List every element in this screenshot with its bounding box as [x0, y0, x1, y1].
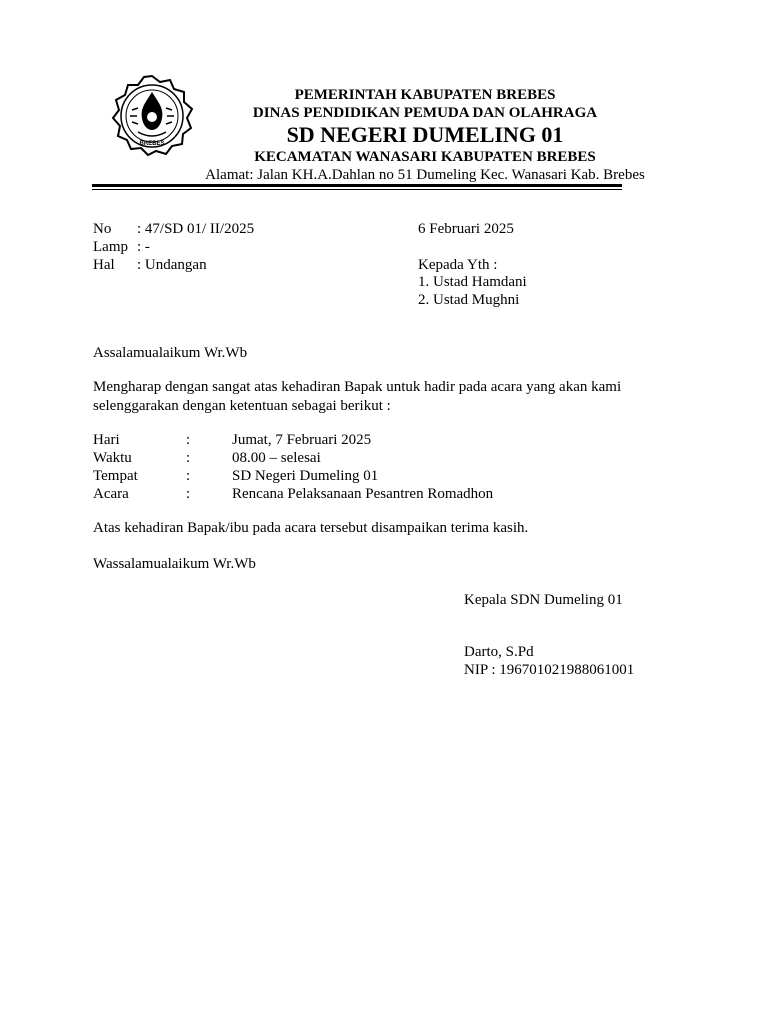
letterhead-divider-thin: [92, 189, 622, 190]
detail-label: Waktu: [93, 450, 132, 466]
letterhead-department: DINAS PENDIDIKAN PEMUDA DAN OLAHRAGA: [252, 105, 598, 121]
attachment-label: Lamp: [93, 239, 128, 255]
number-label: No: [93, 221, 112, 237]
farewell: Wassalamualaikum Wr.Wb: [93, 556, 256, 572]
detail-value: SD Negeri Dumeling 01: [232, 468, 379, 484]
closing-line: Atas kehadiran Bapak/ibu pada acara tersebut disampaikan terima kasih.: [93, 520, 529, 536]
letterhead-government: PEMERINTAH KABUPATEN BREBES: [294, 87, 556, 103]
detail-colon: :: [186, 468, 191, 484]
signatory-title: Kepala SDN Dumeling 01: [464, 592, 623, 608]
letter-date: 6 Februari 2025: [418, 221, 514, 237]
signatory-name: Darto, S.Pd: [464, 644, 534, 660]
detail-value: Jumat, 7 Februari 2025: [232, 432, 372, 448]
letterhead-address: Alamat: Jalan KH.A.Dahlan no 51 Dumeling Kec. Wanasari Kab. Brebes: [205, 167, 645, 183]
signatory-nip: NIP : 196701021988061001: [464, 662, 635, 678]
recipient-heading: Kepada Yth :: [418, 257, 498, 273]
subject-value: : Undangan: [137, 257, 207, 273]
detail-colon: :: [186, 450, 191, 466]
letterhead-school-name: SD NEGERI DUMELING 01: [286, 122, 564, 147]
detail-value: Rencana Pelaksanaan Pesantren Romadhon: [232, 486, 494, 502]
number-value: : 47/SD 01/ II/2025: [137, 221, 255, 237]
detail-value: 08.00 – selesai: [232, 450, 321, 466]
letterhead-district: KECAMATAN WANASARI KABUPATEN BREBES: [254, 149, 596, 165]
greeting: Assalamualaikum Wr.Wb: [93, 345, 248, 361]
attachment-value: : -: [137, 239, 150, 255]
brebes-regency-emblem: [108, 72, 196, 160]
detail-label: Hari: [93, 432, 120, 448]
recipient-item: 1. Ustad Hamdani: [418, 274, 527, 290]
intro-line-2: selenggarakan dengan ketentuan sebagai berikut :: [93, 398, 391, 414]
letterhead-divider-thick: [92, 184, 622, 187]
intro-line-1: Mengharap dengan sangat atas kehadiran Bapak untuk hadir pada acara yang akan kami: [93, 379, 622, 395]
detail-colon: :: [186, 486, 191, 502]
recipient-item: 2. Ustad Mughni: [418, 292, 520, 308]
detail-colon: :: [186, 432, 191, 448]
subject-label: Hal: [93, 257, 115, 273]
emblem-label: BREBES: [139, 141, 165, 147]
detail-label: Acara: [93, 486, 129, 502]
detail-label: Tempat: [93, 468, 138, 484]
